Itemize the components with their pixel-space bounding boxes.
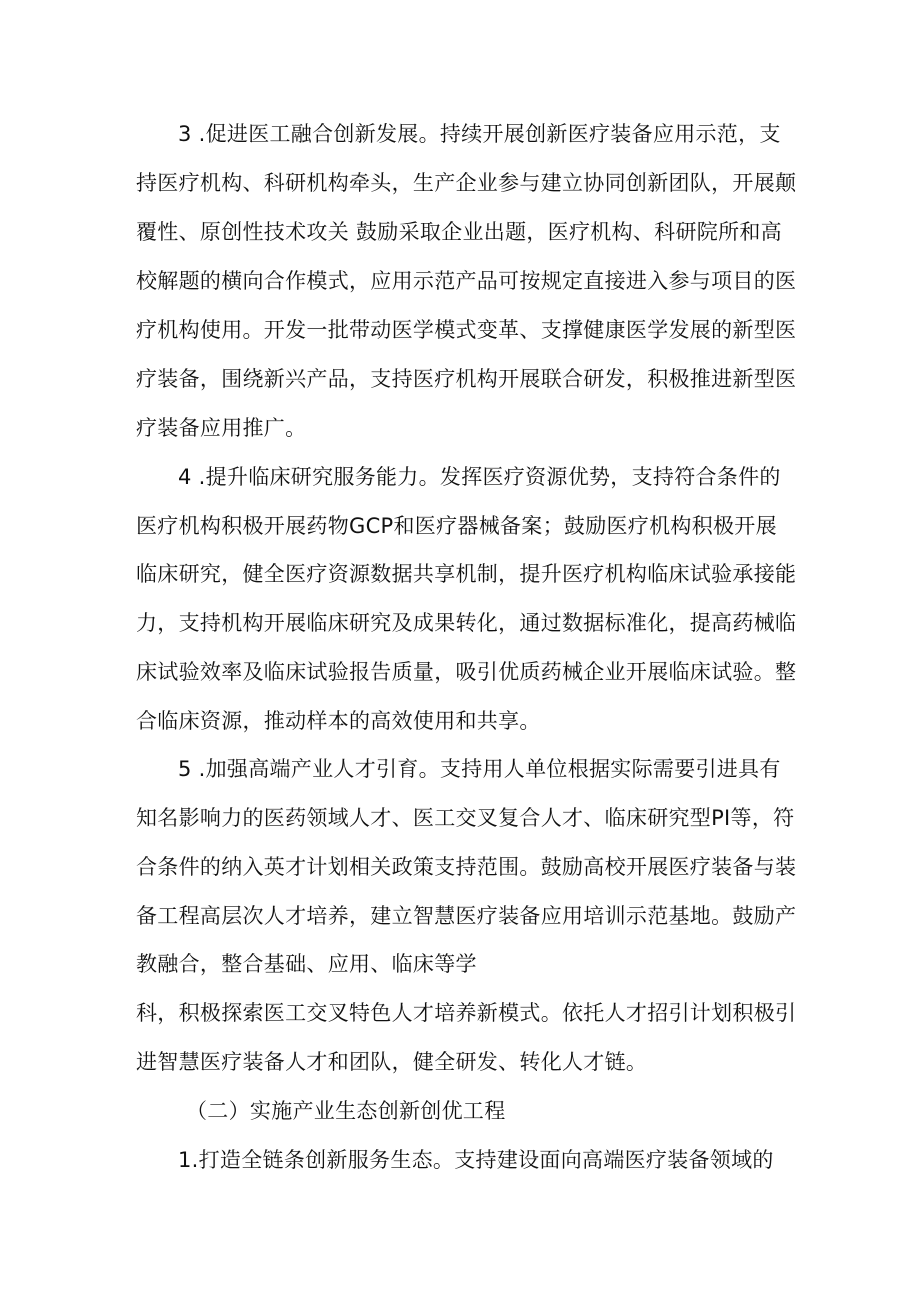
paragraph-5-line-5: 教融合，整合基础、应用、临床等学 (136, 952, 477, 976)
paragraph-3-line-7: 疗装备应用推广。 (136, 416, 307, 440)
section-heading: （二）实施产业生态创新创优工程 (186, 1099, 506, 1123)
paragraph-5-line-2: 知名影响力的医药领域人才、医工交叉复合人才、临床研究型PI等，符 (136, 806, 795, 830)
paragraph-3-line-6: 疗装备，围绕新兴产品，支持医疗机构开展联合研发，积极推进新型医 (136, 367, 797, 391)
paragraph-4-line-2: 医疗机构积极开展药物GCP和医疗器械备案；鼓励医疗机构积极开展 (136, 514, 777, 538)
paragraph-3-line-5: 疗机构使用。开发一批带动医学模式变革、支撑健康医学发展的新型医 (136, 318, 797, 342)
paragraph-5-line-7: 进智慧医疗装备人才和团队，健全研发、转化人才链。 (136, 1050, 648, 1074)
paragraph-5-line-4: 备工程高层次人才培养，建立智慧医疗装备应用培训示范基地。鼓励产 (136, 904, 797, 928)
paragraph-4-line-5: 床试验效率及临床试验报告质量，吸引优质药械企业开展临床试验。整 (136, 660, 797, 684)
paragraph-3-line-3: 覆性、原创性技术攻关 鼓励采取企业出题，医疗机构、科研院所和高 (136, 220, 782, 244)
paragraph-6-line-1: 1.打造全链条创新服务生态。支持建设面向高端医疗装备领域的 (178, 1148, 774, 1172)
paragraph-3-line-1: 3 .促进医工融合创新发展。持续开展创新医疗装备应用示范，支 (178, 122, 781, 146)
paragraph-4-line-4: 力，支持机构开展临床研究及成果转化，通过数据标准化，提高药械临 (136, 611, 797, 635)
paragraph-4-line-6: 合临床资源，推动样本的高效使用和共享。 (136, 709, 541, 733)
paragraph-4-line-1: 4 .提升临床研究服务能力。发挥医疗资源优势，支持符合条件的 (178, 465, 781, 489)
paragraph-4-line-3: 临床研究，健全医疗资源数据共享机制，提升医疗机构临床试验承接能 (136, 562, 797, 586)
paragraph-3-line-2: 持医疗机构、科研机构牵头，生产企业参与建立协同创新团队，开展颠 (136, 171, 797, 195)
paragraph-5-line-6: 科，积极探索医工交叉特色人才培养新模式。依托人才招引计划积极引 (136, 1001, 797, 1025)
paragraph-5-line-1: 5 .加强高端产业人才引育。支持用人单位根据实际需要引进具有 (178, 757, 781, 781)
paragraph-3-line-4: 校解题的横向合作模式，应用示范产品可按规定直接进入参与项目的医 (136, 269, 797, 293)
paragraph-5-line-3: 合条件的纳入英才计划相关政策支持范围。鼓励高校开展医疗装备与装 (136, 855, 797, 879)
